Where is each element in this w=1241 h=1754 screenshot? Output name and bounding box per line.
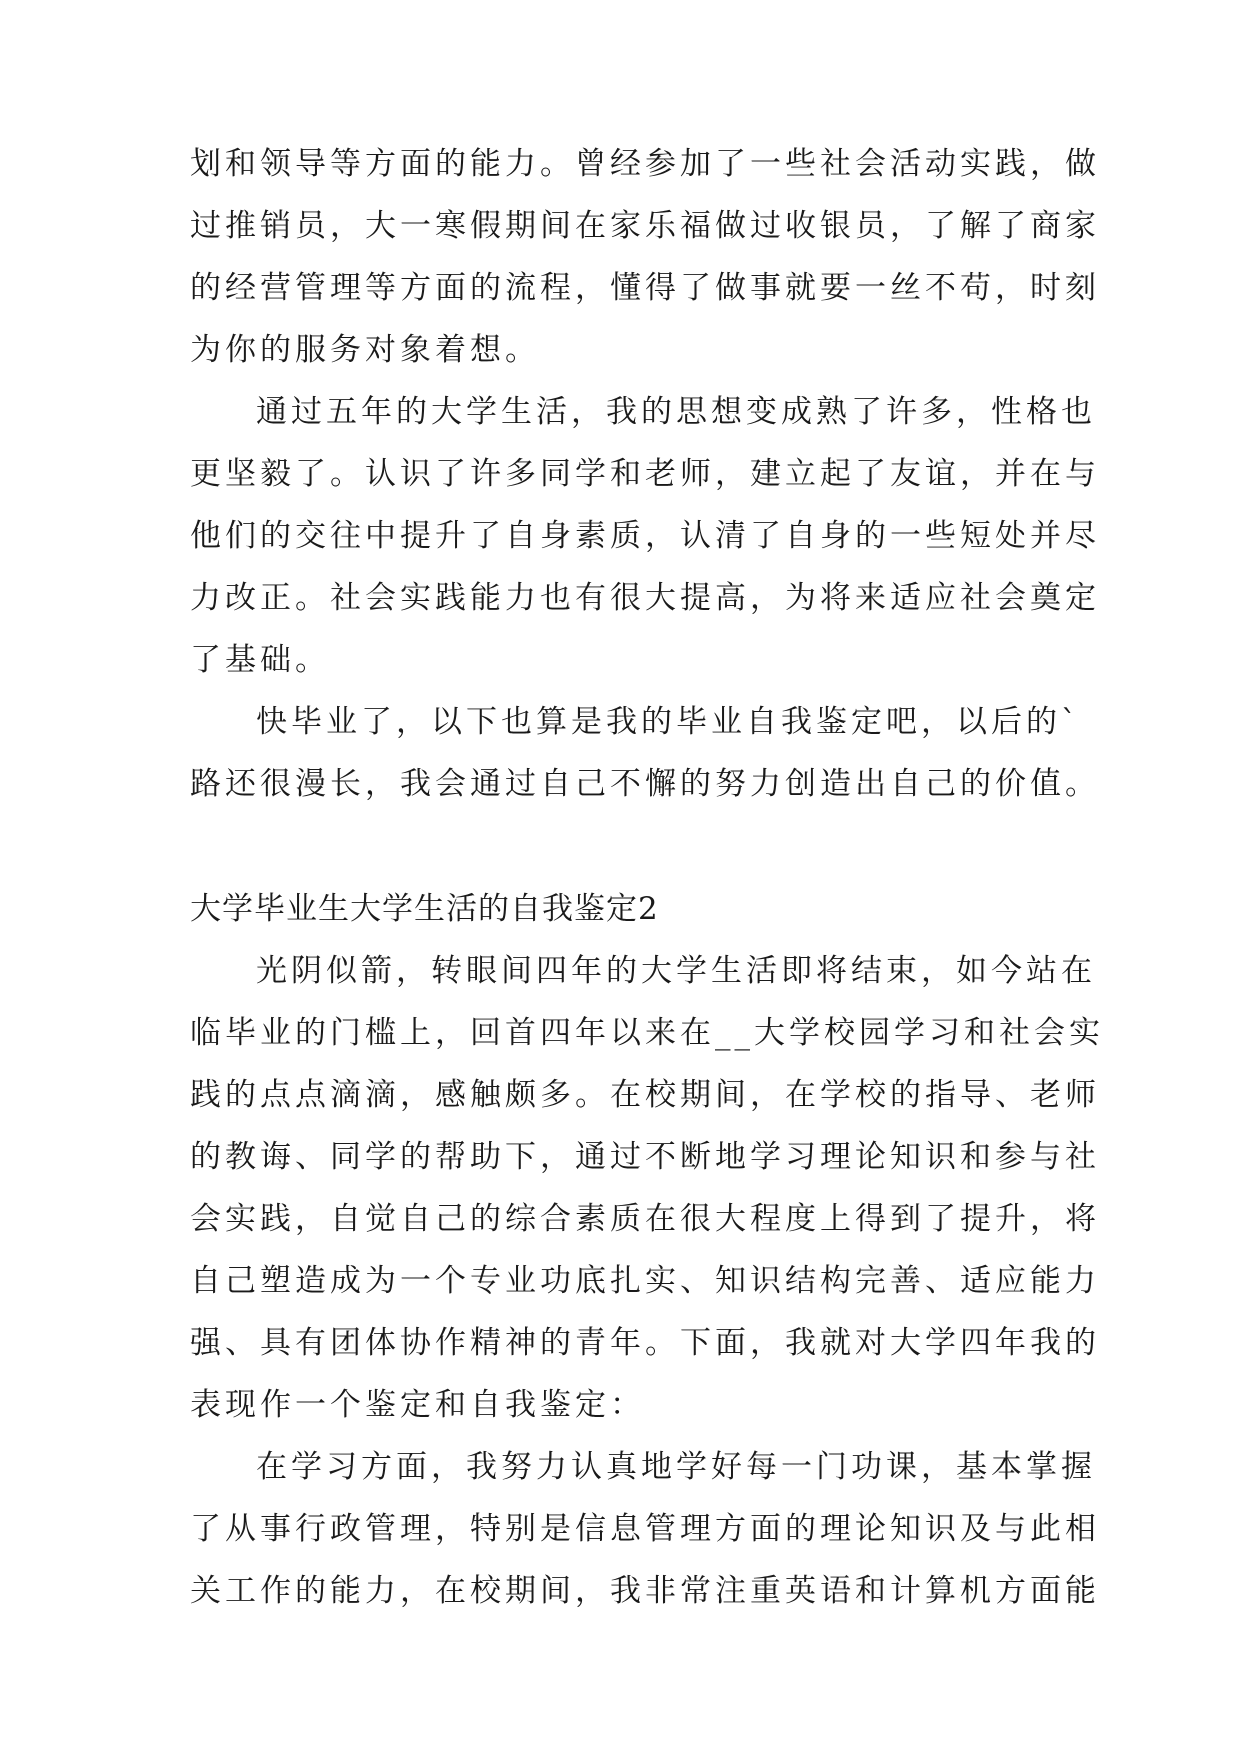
text-line: 快毕业了，以下也算是我的毕业自我鉴定吧，以后的` [256,704,1081,740]
text-line: 划和领导等方面的能力。曾经参加了一些社会活动实践，做 [190,146,1100,182]
paragraph-study [190,1436,1100,1622]
text-line: 了从事行政管理，特别是信息管理方面的理论知识及与此相 [190,1511,1100,1547]
text-line: 通过五年的大学生活，我的思想变成熟了许多，性格也 [256,394,1096,430]
text-line: 临毕业的门槛上，回首四年以来在__大学校园学习和社会实 [190,1015,1104,1051]
text-line: 为你的服务对象着想。 [190,332,540,368]
text-line: 自己塑造成为一个专业功底扎实、知识结构完善、适应能力 [190,1263,1100,1299]
text-line: 力改正。社会实践能力也有很大提高，为将来适应社会奠定 [190,580,1100,616]
text-line: 更坚毅了。认识了许多同学和老师，建立起了友谊，并在与 [190,456,1100,492]
text-line: 践的点点滴滴，感触颇多。在校期间，在学校的指导、老师 [190,1077,1100,1113]
section-heading: 大学毕业生大学生活的自我鉴定2 [190,891,659,927]
text-line: 他们的交往中提升了自身素质，认清了自身的一些短处并尽 [190,518,1100,554]
paragraph-intro [190,940,1104,1436]
text-line: 光阴似箭，转眼间四年的大学生活即将结束，如今站在 [256,953,1096,989]
text-line: 了基础。 [190,642,330,678]
text-line: 会实践，自觉自己的综合素质在很大程度上得到了提升，将 [190,1201,1100,1237]
paragraph-conclusion [190,691,1100,815]
text-line: 关工作的能力，在校期间，我非常注重英语和计算机方面能 [190,1573,1100,1609]
paragraph-growth [190,381,1100,691]
text-line: 表现作一个鉴定和自我鉴定： [190,1387,645,1423]
text-line: 过推销员，大一寒假期间在家乐福做过收银员，了解了商家 [190,208,1100,244]
paragraph-practice [190,133,1100,381]
text-line: 路还很漫长，我会通过自己不懈的努力创造出自己的价值。 [190,766,1100,802]
text-line: 的教诲、同学的帮助下，通过不断地学习理论知识和参与社 [190,1139,1100,1175]
text-line: 的经营管理等方面的流程，懂得了做事就要一丝不苟，时刻 [190,270,1100,306]
text-line: 强、具有团体协作精神的青年。下面，我就对大学四年我的 [190,1325,1100,1361]
text-line: 在学习方面，我努力认真地学好每一门功课，基本掌握 [256,1449,1096,1485]
